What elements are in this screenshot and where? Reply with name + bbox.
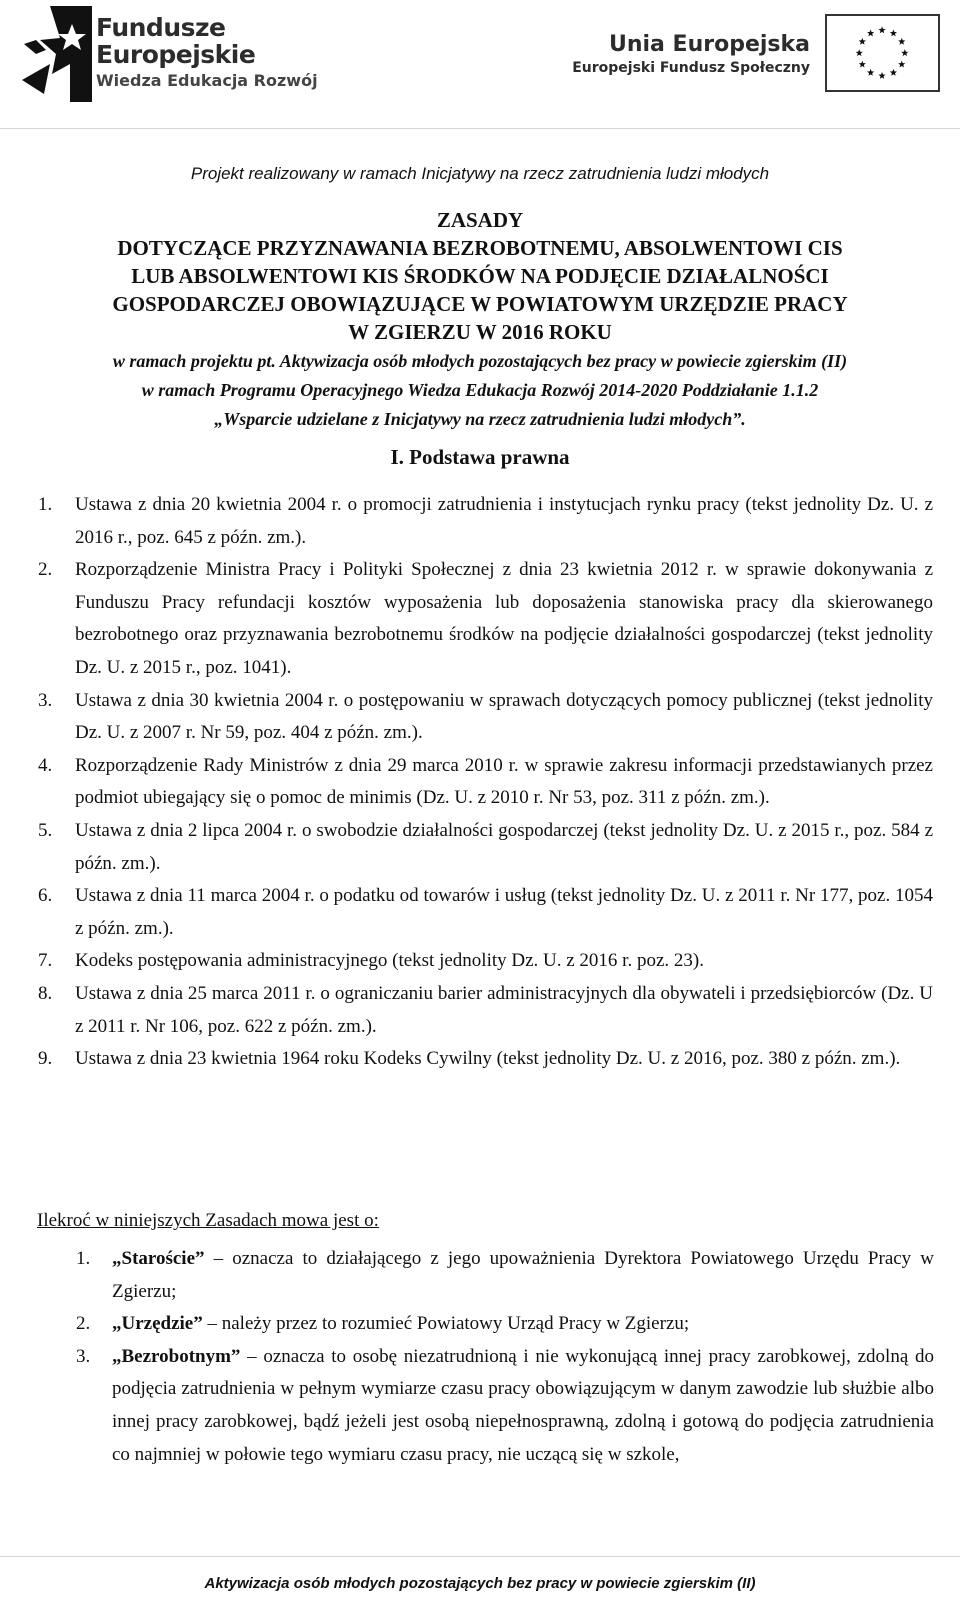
ue-logo-text: [572, 32, 810, 78]
fe-logo-line1: Fundusze: [96, 13, 226, 42]
eu-star-icon: [859, 38, 866, 45]
list-item: [38, 1043, 933, 1076]
title-sub-3: „Wsparcie udzielane z Inicjatywy na rzecz zatrudnienia ludzi młodych”.: [214, 409, 746, 429]
title-line-4: GOSPODARCZEJ OBOWIĄZUJĄCE W POWIATOWYM URZĘDZIE PRACY: [112, 292, 848, 316]
fe-star-mark-icon: [22, 4, 92, 104]
list-item: [38, 750, 933, 815]
page-footer: Aktywizacja osób młodych pozostających bez pracy w powiecie zgierskim (II): [204, 1575, 756, 1592]
list-item-text: Ustawa z dnia 30 kwietnia 2004 r. o postępowaniu w sprawach dotyczących pomocy publicznej (tekst jednolity Dz. U. z 2007 r. Nr 59, poz. 404 z późn. zm.).: [75, 689, 933, 744]
list-item: [76, 1341, 934, 1471]
list-item-number: 3.: [38, 689, 53, 711]
list-item-number: 7.: [38, 950, 53, 972]
definition-text: – oznacza to osobę niezatrudnioną i nie wykonującą innej pracy zarobkowej, zdolną do podjęcia zatrudnienia w pełnym wymiarze czasu pracy obowiązującym w danym zawodzie lub służbie albo innej pracy zarobkowej, bądź jeżeli jest osobą niepełnosprawną, zdolną i gotową do podjęcia zatrudnienia co najmniej w połowie tego wymiaru czasu pracy, nie uczącą się w szkole,: [112, 1345, 934, 1465]
eu-star-icon: [898, 61, 905, 68]
eu-star-icon: [890, 69, 897, 76]
eu-star-icon: [878, 26, 885, 33]
list-item-text: Rozporządzenie Ministra Pracy i Polityki Społecznej z dnia 23 kwietnia 2012 r. w sprawie dokonywania z Funduszu Pracy refundacji kosztów wyposażenia lub doposażenia stanowiska pracy dla skierowanego bezrobotnego oraz przyznawania bezrobotnemu środków na podjęcie działalności gospodarczej (tekst jednolity Dz. U. z 2015 r., poz. 1041).: [75, 559, 933, 678]
page-header: [0, 0, 960, 130]
header-divider: [0, 128, 960, 129]
list-item-number: 5.: [38, 819, 53, 841]
definition-term: „Bezrobotnym”: [112, 1345, 241, 1367]
fundusze-europejskie-logo: [22, 4, 322, 104]
title-line-3: LUB ABSOLWENTOWI KIS ŚRODKÓW NA PODJĘCIE DZIAŁALNOŚCI: [131, 264, 829, 288]
list-item-text: Ustawa z dnia 20 kwietnia 2004 r. o promocji zatrudnienia i instytucjach rynku pracy (tekst jednolity Dz. U. z 2016 r., poz. 645 z późn. zm.).: [75, 494, 933, 548]
project-line: Projekt realizowany w ramach Inicjatywy na rzecz zatrudnienia ludzi młodych: [190, 164, 770, 183]
list-item: [38, 978, 933, 1043]
list-item-text: Kodeks postępowania administracyjnego (tekst jednolity Dz. U. z 2016 r. poz. 23).: [75, 950, 704, 972]
list-item-text: Ustawa z dnia 25 marca 2011 r. o ograniczaniu barier administracyjnych dla obywateli i przedsiębiorców (Dz. U z 2011 r. Nr 106, poz. 622 z późn. zm.).: [75, 982, 933, 1037]
title-line-5: W ZGIERZU W 2016 ROKU: [348, 320, 612, 344]
definition-text: – oznacza to działającego z jego upoważnienia Dyrektora Powiatowego Urzędu Pracy w Zgierzu;: [112, 1248, 934, 1302]
list-item: [76, 1308, 934, 1341]
eu-flag-icon: [825, 14, 940, 92]
list-item: [38, 880, 933, 945]
unia-europejska-logo: [560, 14, 940, 94]
list-item: [38, 554, 933, 684]
list-item: [38, 489, 933, 554]
section-heading: I. Podstawa prawna: [390, 445, 570, 469]
list-item: [38, 685, 933, 750]
list-item: [38, 815, 933, 880]
eu-star-icon: [867, 29, 874, 36]
title-line-2: DOTYCZĄCE PRZYZNAWANIA BEZROBOTNEMU, ABSOLWENTOWI CIS: [117, 236, 843, 260]
fe-logo-text: [96, 14, 318, 92]
ue-logo-line1: Unia Europejska: [608, 32, 810, 57]
definition-term: „Urzędzie”: [112, 1313, 203, 1335]
list-item-text: Ustawa z dnia 11 marca 2004 r. o podatku od towarów i usług (tekst jednolity Dz. U. z 2011 r. Nr 177, poz. 1054 z późn. zm.).: [75, 885, 933, 939]
list-item-number: 2.: [76, 1313, 91, 1335]
ue-logo-line2: Europejski Fundusz Społeczny: [572, 60, 810, 76]
definition-term: „Staroście”: [112, 1248, 205, 1269]
definitions-list: [76, 1243, 934, 1471]
fe-logo-line3: Wiedza Edukacja Rozwój: [96, 71, 318, 90]
list-item-text: Ustawa z dnia 2 lipca 2004 r. o swobodzie działalności gospodarczej (tekst jednolity Dz. U. z 2015 r., poz. 584 z późn. zm.).: [75, 819, 933, 874]
eu-star-icon: [898, 38, 905, 45]
definition-text: – należy przez to rozumieć Powiatowy Urząd Pracy w Zgierzu;: [202, 1313, 690, 1335]
list-item-number: 1.: [38, 494, 53, 515]
list-item-text: Ustawa z dnia 23 kwietnia 1964 roku Kodeks Cywilny (tekst jednolity Dz. U. z 2016, poz. 380 z późn. zm.).: [75, 1048, 901, 1070]
footer-divider: [0, 1556, 960, 1557]
eu-star-icon: [856, 49, 863, 56]
title-line-1: ZASADY: [436, 208, 524, 232]
eu-star-icon: [878, 72, 885, 79]
title-sub-2: w ramach Programu Operacyjnego Wiedza Edukacja Rozwój 2014-2020 Poddziałanie 1.1.2: [141, 380, 819, 400]
list-item-number: 3.: [76, 1345, 91, 1367]
definitions-intro: Ilekroć w niniejszych Zasadach mowa jest o:: [37, 1210, 379, 1231]
list-item-number: 9.: [38, 1048, 53, 1070]
eu-star-icon: [859, 61, 866, 68]
eu-star-icon: [890, 29, 897, 36]
list-item-number: 6.: [38, 885, 53, 907]
fe-logo-line2: Europejskie: [96, 40, 256, 69]
document-title: [28, 206, 932, 433]
eu-star-icon: [867, 69, 874, 76]
legal-basis-list: [38, 489, 933, 1076]
eu-star-icon: [901, 49, 908, 56]
list-item-number: 8.: [38, 982, 53, 1004]
list-item-number: 2.: [38, 559, 53, 581]
list-item-number: 1.: [76, 1248, 91, 1269]
list-item-number: 4.: [38, 754, 53, 776]
list-item: [76, 1243, 934, 1308]
list-item: [38, 945, 933, 978]
list-item-text: Rozporządzenie Rady Ministrów z dnia 29 marca 2010 r. w sprawie zakresu informacji przedstawianych przez podmiot ubiegający się o pomoc de minimis (Dz. U. z 2010 r. Nr 53, poz. 311 z późn. zm.).: [75, 754, 933, 809]
title-sub-1: w ramach projektu pt. Aktywizacja osób młodych pozostających bez pracy w powiecie zgierskim (II): [112, 351, 848, 371]
